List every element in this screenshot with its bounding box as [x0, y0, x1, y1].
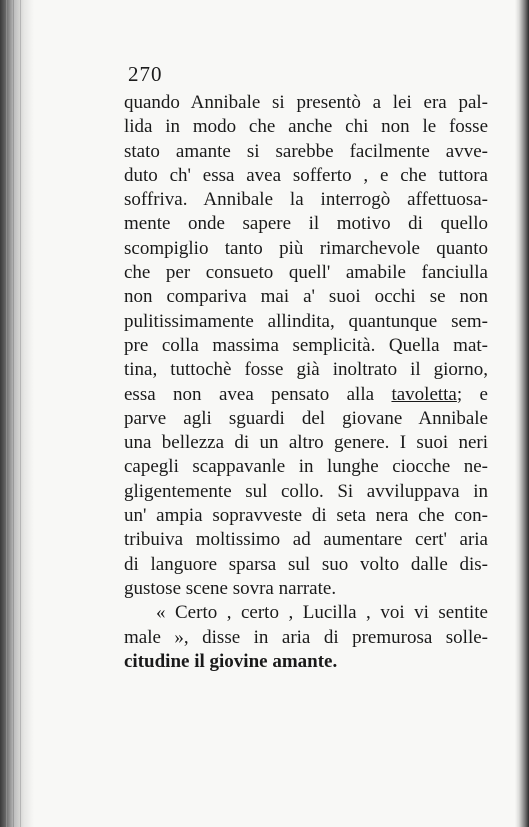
dialogue-line: male », disse in aria di premurosa solle- [124, 626, 488, 648]
text-after: ; e [456, 383, 488, 405]
text-line: che per consueto quell' amabile fanciulla [124, 262, 488, 284]
gutter-line [6, 0, 7, 827]
dialogue-line: « Certo , certo , Lucilla , voi vi sentite [156, 602, 488, 624]
page-number: 270 [128, 62, 163, 86]
gutter-line [20, 0, 21, 827]
text-line: quando Annibale si presentò a lei era pal- [124, 92, 488, 113]
text-line: pulitissimamente allindita, quantunque sem- [124, 310, 488, 332]
text-line: tina, tuttochè fosse già inoltrato il giorno, [124, 359, 488, 381]
gutter-line [13, 0, 14, 827]
text-line: tribuiva moltissimo ad aumentare cert' aria [124, 529, 488, 551]
text-line: gustose scene sovra narrate. [124, 577, 337, 599]
text-line: di languore sparsa sul suo volto dalle dis- [124, 553, 488, 575]
text-line: parve agli sguardi del giovane Annibale [124, 407, 488, 429]
text-line: scompiglio tanto più rimarchevole quanto [124, 237, 488, 259]
underlined-word: tavoletta [391, 383, 457, 405]
body-text [124, 91, 488, 674]
page-right-edge [515, 0, 529, 827]
text-line-tavoletta [124, 383, 488, 407]
text-line: soffriva. Annibale la interrogò affettuosa- [124, 189, 488, 211]
text-before: essa non avea pensato alla [124, 383, 392, 405]
text-line: un' ampia sopravveste di seta nera che con- [124, 505, 488, 527]
text-line: non compariva mai a' suoi occhi se non [124, 286, 488, 308]
text-line: gligentemente sul collo. Si avviluppava in [124, 480, 488, 502]
text-line: mente onde sapere il motivo di quello [124, 213, 488, 235]
dialogue-line: citudine il giovine amante. [124, 650, 338, 672]
text-line: pre colla massima semplicità. Quella mat- [124, 334, 488, 356]
text-line: stato amante si sarebbe facilmente avve- [124, 140, 488, 162]
text-line: lida in modo che anche chi non le fosse [124, 116, 488, 138]
text-line: capegli scappavanle in lunghe ciocche ne- [124, 456, 488, 478]
text-line: duto ch' essa avea sofferto , e che tuttora [124, 164, 488, 186]
text-line: una bellezza di un altro genere. I suoi neri [124, 432, 488, 454]
